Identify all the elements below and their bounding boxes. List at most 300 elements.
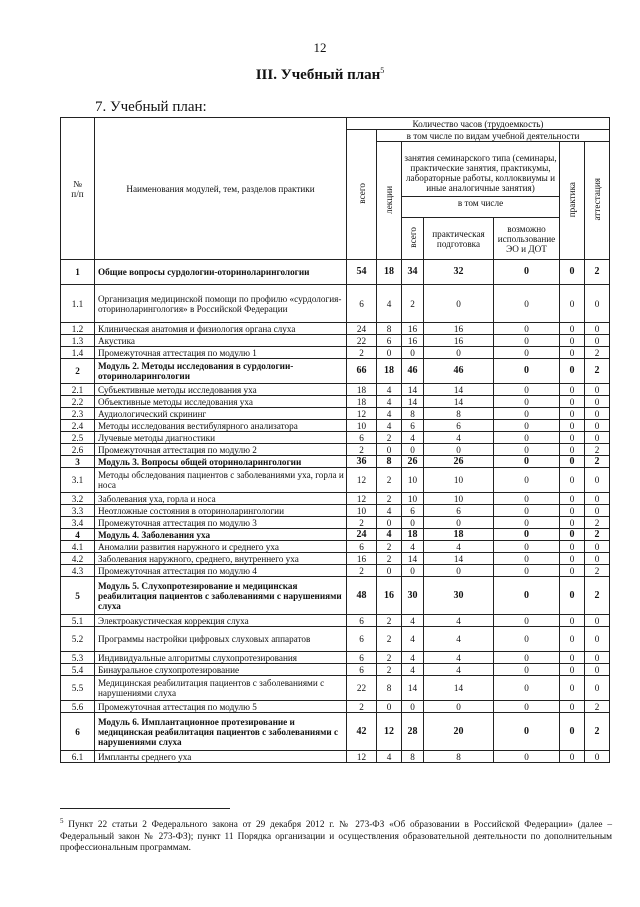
row-sem-cell: 4 xyxy=(402,627,424,652)
subtitle: 7. Учебный план: xyxy=(95,99,207,115)
row-n-cell: 3 xyxy=(61,456,95,468)
row-pp-cell: 30 xyxy=(424,577,494,615)
row-total-cell: 18 xyxy=(347,396,377,408)
row-sem-cell: 4 xyxy=(402,664,424,676)
row-pp-cell: 10 xyxy=(424,493,494,505)
row-total-cell: 18 xyxy=(347,384,377,396)
row-pp-cell: 4 xyxy=(424,432,494,444)
row-pp-cell: 32 xyxy=(424,260,494,285)
row-name-cell: Импланты среднего уха xyxy=(95,751,347,763)
row-pr-cell: 0 xyxy=(560,529,585,541)
row-pr-cell: 0 xyxy=(560,260,585,285)
row-n-cell: 3.3 xyxy=(61,505,95,517)
row-name-cell: Лучевые методы диагностики xyxy=(95,432,347,444)
row-lec-cell: 2 xyxy=(377,553,402,565)
row-pr-cell: 0 xyxy=(560,323,585,335)
row-lec-cell: 4 xyxy=(377,396,402,408)
row-pr-cell: 0 xyxy=(560,627,585,652)
row-lec-cell: 4 xyxy=(377,505,402,517)
row-total-cell: 6 xyxy=(347,285,377,323)
row-n-cell: 1.2 xyxy=(61,323,95,335)
row-lec-cell: 4 xyxy=(377,408,402,420)
section-title xyxy=(0,66,640,84)
row-att-cell: 0 xyxy=(585,384,610,396)
row-lec-cell: 0 xyxy=(377,565,402,577)
row-eo-cell: 0 xyxy=(494,517,560,529)
row-sem-cell: 18 xyxy=(402,529,424,541)
row-n-cell: 4 xyxy=(61,529,95,541)
table-row xyxy=(61,444,610,456)
row-name-cell: Модуль 5. Слухопротезирование и медицинская реабилитация пациентов с заболеваниями с нарушениями слуха xyxy=(95,577,347,615)
table-row xyxy=(61,652,610,664)
row-att-cell: 2 xyxy=(585,347,610,359)
row-name-cell: Промежуточная аттестация по модулю 3 xyxy=(95,517,347,529)
footnote-text: Пункт 22 статьи 2 Федерального закона от 29 декабря 2012 г. № 273-ФЗ «Об образовании в Российской Федерации» (далее – Федеральный закон № 273-ФЗ); пункт 11 Порядка организации и осуществления образовательной деятельности по дополнительным профессиональным программам. xyxy=(60,820,613,854)
row-lec-cell: 2 xyxy=(377,468,402,493)
row-sem-cell: 26 xyxy=(402,456,424,468)
row-sem-cell: 4 xyxy=(402,652,424,664)
row-name-cell: Субъективные методы исследования уха xyxy=(95,384,347,396)
table-row xyxy=(61,565,610,577)
row-eo-cell: 0 xyxy=(494,664,560,676)
row-sem-cell: 0 xyxy=(402,347,424,359)
row-pp-cell: 0 xyxy=(424,285,494,323)
row-eo-cell: 0 xyxy=(494,751,560,763)
row-pr-cell: 0 xyxy=(560,541,585,553)
table-row xyxy=(61,627,610,652)
row-pp-cell: 16 xyxy=(424,335,494,347)
row-name-cell: Методы обследования пациентов с заболеваниями уха, горла и носа xyxy=(95,468,347,493)
row-sem-cell: 0 xyxy=(402,444,424,456)
row-eo-cell: 0 xyxy=(494,456,560,468)
row-pp-cell: 0 xyxy=(424,565,494,577)
row-n-cell: 2 xyxy=(61,359,95,384)
row-name-cell: Программы настройки цифровых слуховых аппаратов xyxy=(95,627,347,652)
row-pr-cell: 0 xyxy=(560,615,585,627)
row-name-cell: Аудиологический скрининг xyxy=(95,408,347,420)
row-pp-cell: 16 xyxy=(424,323,494,335)
row-sem-cell: 6 xyxy=(402,505,424,517)
row-lec-cell: 6 xyxy=(377,335,402,347)
row-total-cell: 12 xyxy=(347,751,377,763)
row-pp-cell: 14 xyxy=(424,553,494,565)
row-pr-cell: 0 xyxy=(560,359,585,384)
row-pr-cell: 0 xyxy=(560,701,585,713)
row-pr-cell: 0 xyxy=(560,565,585,577)
header-prakt-podg xyxy=(424,218,494,260)
row-eo-cell: 0 xyxy=(494,553,560,565)
footnote-rule xyxy=(60,808,230,809)
row-n-cell: 5.4 xyxy=(61,664,95,676)
row-total-cell: 10 xyxy=(347,505,377,517)
row-att-cell: 0 xyxy=(585,420,610,432)
footnote-number: 5 xyxy=(60,817,64,825)
row-eo-cell: 0 xyxy=(494,432,560,444)
row-name-cell: Модуль 4. Заболевания уха xyxy=(95,529,347,541)
row-n-cell: 6.1 xyxy=(61,751,95,763)
row-eo-cell: 0 xyxy=(494,260,560,285)
row-sem-cell: 14 xyxy=(402,384,424,396)
row-n-cell: 1.3 xyxy=(61,335,95,347)
row-sem-cell: 28 xyxy=(402,713,424,751)
row-name-cell: Промежуточная аттестация по модулю 2 xyxy=(95,444,347,456)
header-num xyxy=(61,118,95,260)
row-name-cell: Общие вопросы сурдологии-оториноларингологии xyxy=(95,260,347,285)
row-n-cell: 5.5 xyxy=(61,676,95,701)
row-pr-cell: 0 xyxy=(560,432,585,444)
row-total-cell: 24 xyxy=(347,323,377,335)
row-pr-cell: 0 xyxy=(560,505,585,517)
row-pp-cell: 6 xyxy=(424,505,494,517)
row-att-cell: 2 xyxy=(585,359,610,384)
row-lec-cell: 0 xyxy=(377,347,402,359)
row-lec-cell: 4 xyxy=(377,420,402,432)
row-att-cell: 0 xyxy=(585,553,610,565)
row-lec-cell: 4 xyxy=(377,751,402,763)
row-att-cell: 0 xyxy=(585,676,610,701)
table-row xyxy=(61,420,610,432)
row-name-cell: Организация медицинской помощи по профилю «сурдология-оториноларингология» в Российской Федерации xyxy=(95,285,347,323)
row-n-cell: 2.5 xyxy=(61,432,95,444)
row-n-cell: 5.2 xyxy=(61,627,95,652)
row-pr-cell: 0 xyxy=(560,468,585,493)
row-att-cell: 2 xyxy=(585,517,610,529)
table-row xyxy=(61,347,610,359)
row-name-cell: Неотложные состояния в оториноларингологии xyxy=(95,505,347,517)
row-att-cell: 0 xyxy=(585,335,610,347)
row-lec-cell: 4 xyxy=(377,529,402,541)
header-lektsii-text: лекции xyxy=(384,185,394,214)
row-pp-cell: 8 xyxy=(424,751,494,763)
row-sem-cell: 8 xyxy=(402,751,424,763)
row-n-cell: 2.2 xyxy=(61,396,95,408)
table-row xyxy=(61,529,610,541)
row-pr-cell: 0 xyxy=(560,577,585,615)
row-pr-cell: 0 xyxy=(560,408,585,420)
row-n-cell: 3.4 xyxy=(61,517,95,529)
header-lektsii xyxy=(377,142,402,260)
row-total-cell: 6 xyxy=(347,432,377,444)
row-total-cell: 22 xyxy=(347,335,377,347)
page-number: 12 xyxy=(313,40,327,55)
row-lec-cell: 2 xyxy=(377,493,402,505)
row-sem-cell: 10 xyxy=(402,468,424,493)
row-lec-cell: 0 xyxy=(377,701,402,713)
row-eo-cell: 0 xyxy=(494,676,560,701)
header-hours-total xyxy=(347,118,610,130)
table-row xyxy=(61,323,610,335)
row-n-cell: 2.1 xyxy=(61,384,95,396)
header-prakt-podg-text: практическая подготовка xyxy=(432,228,485,249)
header-seminar-text: занятия семинарского типа (семинары, практические занятия, практикумы, лабораторные работы, коллоквиумы и иные аналогичные занятия) xyxy=(404,152,557,193)
row-total-cell: 6 xyxy=(347,652,377,664)
row-sem-cell: 14 xyxy=(402,553,424,565)
row-att-cell: 0 xyxy=(585,396,610,408)
row-sem-cell: 46 xyxy=(402,359,424,384)
row-pp-cell: 4 xyxy=(424,652,494,664)
footnote xyxy=(60,816,612,855)
row-sem-cell: 8 xyxy=(402,408,424,420)
row-att-cell: 0 xyxy=(585,408,610,420)
row-total-cell: 22 xyxy=(347,676,377,701)
row-eo-cell: 0 xyxy=(494,347,560,359)
row-sem-cell: 34 xyxy=(402,260,424,285)
row-pp-cell: 14 xyxy=(424,396,494,408)
row-att-cell: 2 xyxy=(585,577,610,615)
row-att-cell: 0 xyxy=(585,493,610,505)
row-pr-cell: 0 xyxy=(560,456,585,468)
row-pr-cell: 0 xyxy=(560,335,585,347)
row-eo-cell: 0 xyxy=(494,565,560,577)
row-lec-cell: 8 xyxy=(377,676,402,701)
row-eo-cell: 0 xyxy=(494,335,560,347)
row-pp-cell: 4 xyxy=(424,615,494,627)
row-lec-cell: 4 xyxy=(377,384,402,396)
row-pp-cell: 10 xyxy=(424,468,494,493)
header-attestatsiya xyxy=(585,142,610,260)
row-att-cell: 2 xyxy=(585,701,610,713)
header-praktika xyxy=(560,142,585,260)
row-lec-cell: 8 xyxy=(377,323,402,335)
row-total-cell: 10 xyxy=(347,420,377,432)
table-row xyxy=(61,408,610,420)
row-lec-cell: 12 xyxy=(377,713,402,751)
header-hours-total-text: Количество часов (трудоемкость) xyxy=(412,118,544,129)
row-pp-cell: 0 xyxy=(424,701,494,713)
row-att-cell: 2 xyxy=(585,444,610,456)
row-name-cell: Акустика xyxy=(95,335,347,347)
header-vsego xyxy=(347,130,377,260)
table-row xyxy=(61,751,610,763)
row-pr-cell: 0 xyxy=(560,384,585,396)
row-total-cell: 2 xyxy=(347,517,377,529)
header-praktika-text: практика xyxy=(567,181,577,218)
row-total-cell: 66 xyxy=(347,359,377,384)
row-att-cell: 0 xyxy=(585,285,610,323)
row-eo-cell: 0 xyxy=(494,652,560,664)
table-row xyxy=(61,577,610,615)
row-n-cell: 1.1 xyxy=(61,285,95,323)
row-lec-cell: 0 xyxy=(377,444,402,456)
row-att-cell: 0 xyxy=(585,505,610,517)
row-sem-cell: 4 xyxy=(402,615,424,627)
row-att-cell: 2 xyxy=(585,529,610,541)
row-lec-cell: 2 xyxy=(377,432,402,444)
row-pp-cell: 0 xyxy=(424,444,494,456)
row-sem-cell: 16 xyxy=(402,323,424,335)
row-n-cell: 2.3 xyxy=(61,408,95,420)
table-row xyxy=(61,505,610,517)
row-sem-cell: 0 xyxy=(402,517,424,529)
row-lec-cell: 2 xyxy=(377,627,402,652)
row-pp-cell: 14 xyxy=(424,676,494,701)
row-total-cell: 2 xyxy=(347,701,377,713)
row-total-cell: 54 xyxy=(347,260,377,285)
table-row xyxy=(61,493,610,505)
table-row xyxy=(61,335,610,347)
row-pr-cell: 0 xyxy=(560,676,585,701)
row-name-cell: Промежуточная аттестация по модулю 1 xyxy=(95,347,347,359)
row-total-cell: 6 xyxy=(347,664,377,676)
table-row xyxy=(61,541,610,553)
row-name-cell: Объективные методы исследования уха xyxy=(95,396,347,408)
row-n-cell: 4.1 xyxy=(61,541,95,553)
row-sem-cell: 2 xyxy=(402,285,424,323)
row-eo-cell: 0 xyxy=(494,505,560,517)
row-att-cell: 2 xyxy=(585,565,610,577)
footnote-ref: 5 xyxy=(380,66,385,75)
row-total-cell: 2 xyxy=(347,347,377,359)
row-eo-cell: 0 xyxy=(494,285,560,323)
table-row xyxy=(61,359,610,384)
row-att-cell: 0 xyxy=(585,468,610,493)
row-name-cell: Модуль 6. Имплантационное протезирование и медицинская реабилитация пациентов с заболеваниями с нарушениями слуха xyxy=(95,713,347,751)
header-vsego2-text: всего xyxy=(407,227,418,248)
row-total-cell: 12 xyxy=(347,468,377,493)
row-n-cell: 1 xyxy=(61,260,95,285)
row-att-cell: 0 xyxy=(585,627,610,652)
header-name-text: Наименования модулей, тем, разделов практики xyxy=(126,183,315,194)
row-pr-cell: 0 xyxy=(560,652,585,664)
row-total-cell: 24 xyxy=(347,529,377,541)
row-att-cell: 2 xyxy=(585,456,610,468)
row-n-cell: 4.3 xyxy=(61,565,95,577)
row-name-cell: Заболевания наружного, среднего, внутреннего уха xyxy=(95,553,347,565)
row-n-cell: 6 xyxy=(61,713,95,751)
row-eo-cell: 0 xyxy=(494,420,560,432)
row-lec-cell: 2 xyxy=(377,664,402,676)
row-total-cell: 16 xyxy=(347,553,377,565)
header-eo-dot xyxy=(494,218,560,260)
row-total-cell: 6 xyxy=(347,615,377,627)
header-num-text: № п/п xyxy=(71,178,84,199)
study-plan-table xyxy=(60,117,610,763)
row-name-cell: Промежуточная аттестация по модулю 4 xyxy=(95,565,347,577)
table-row xyxy=(61,396,610,408)
row-sem-cell: 4 xyxy=(402,541,424,553)
row-att-cell: 2 xyxy=(585,260,610,285)
row-pp-cell: 4 xyxy=(424,541,494,553)
row-name-cell: Заболевания уха, горла и носа xyxy=(95,493,347,505)
row-pp-cell: 4 xyxy=(424,627,494,652)
row-eo-cell: 0 xyxy=(494,701,560,713)
row-total-cell: 12 xyxy=(347,493,377,505)
row-sem-cell: 4 xyxy=(402,432,424,444)
table-row xyxy=(61,676,610,701)
row-total-cell: 2 xyxy=(347,444,377,456)
row-eo-cell: 0 xyxy=(494,713,560,751)
row-lec-cell: 4 xyxy=(377,285,402,323)
row-n-cell: 2.6 xyxy=(61,444,95,456)
table-row xyxy=(61,517,610,529)
row-total-cell: 36 xyxy=(347,456,377,468)
row-lec-cell: 2 xyxy=(377,652,402,664)
row-att-cell: 0 xyxy=(585,432,610,444)
row-total-cell: 6 xyxy=(347,627,377,652)
row-total-cell: 42 xyxy=(347,713,377,751)
table-row xyxy=(61,384,610,396)
row-n-cell: 5.1 xyxy=(61,615,95,627)
row-pp-cell: 0 xyxy=(424,347,494,359)
row-pr-cell: 0 xyxy=(560,420,585,432)
row-total-cell: 12 xyxy=(347,408,377,420)
table-row xyxy=(61,701,610,713)
header-vsego-text: всего xyxy=(356,183,367,204)
row-pr-cell: 0 xyxy=(560,713,585,751)
row-lec-cell: 18 xyxy=(377,359,402,384)
row-pp-cell: 20 xyxy=(424,713,494,751)
row-n-cell: 1.4 xyxy=(61,347,95,359)
row-pr-cell: 0 xyxy=(560,517,585,529)
header-name xyxy=(95,118,347,260)
row-total-cell: 48 xyxy=(347,577,377,615)
row-lec-cell: 2 xyxy=(377,541,402,553)
header-by-activity-text: в том числе по видам учебной деятельности xyxy=(406,130,580,141)
row-pr-cell: 0 xyxy=(560,396,585,408)
row-pr-cell: 0 xyxy=(560,493,585,505)
header-vsego2 xyxy=(402,218,424,260)
row-pr-cell: 0 xyxy=(560,285,585,323)
row-att-cell: 0 xyxy=(585,541,610,553)
row-n-cell: 4.2 xyxy=(61,553,95,565)
row-n-cell: 3.1 xyxy=(61,468,95,493)
row-n-cell: 3.2 xyxy=(61,493,95,505)
row-eo-cell: 0 xyxy=(494,577,560,615)
row-total-cell: 6 xyxy=(347,541,377,553)
row-sem-cell: 14 xyxy=(402,396,424,408)
row-att-cell: 0 xyxy=(585,664,610,676)
row-sem-cell: 16 xyxy=(402,335,424,347)
row-eo-cell: 0 xyxy=(494,323,560,335)
row-name-cell: Бинауральное слухопротезирование xyxy=(95,664,347,676)
table-row xyxy=(61,432,610,444)
row-name-cell: Медицинская реабилитация пациентов с заболеваниями с нарушениями слуха xyxy=(95,676,347,701)
table-row xyxy=(61,468,610,493)
table-row xyxy=(61,285,610,323)
row-name-cell: Аномалии развития наружного и среднего уха xyxy=(95,541,347,553)
row-sem-cell: 10 xyxy=(402,493,424,505)
row-pp-cell: 0 xyxy=(424,517,494,529)
row-sem-cell: 30 xyxy=(402,577,424,615)
row-pr-cell: 0 xyxy=(560,553,585,565)
row-pp-cell: 6 xyxy=(424,420,494,432)
row-att-cell: 0 xyxy=(585,751,610,763)
row-pp-cell: 18 xyxy=(424,529,494,541)
row-pp-cell: 4 xyxy=(424,664,494,676)
row-eo-cell: 0 xyxy=(494,615,560,627)
table-row xyxy=(61,553,610,565)
row-sem-cell: 0 xyxy=(402,565,424,577)
row-sem-cell: 6 xyxy=(402,420,424,432)
row-eo-cell: 0 xyxy=(494,396,560,408)
row-pr-cell: 0 xyxy=(560,444,585,456)
row-lec-cell: 16 xyxy=(377,577,402,615)
header-v-tom-chisle: в том числе xyxy=(402,196,559,208)
row-att-cell: 0 xyxy=(585,652,610,664)
row-eo-cell: 0 xyxy=(494,468,560,493)
row-n-cell: 5 xyxy=(61,577,95,615)
row-pr-cell: 0 xyxy=(560,664,585,676)
row-eo-cell: 0 xyxy=(494,627,560,652)
row-eo-cell: 0 xyxy=(494,359,560,384)
row-lec-cell: 0 xyxy=(377,517,402,529)
table-row xyxy=(61,615,610,627)
row-name-cell: Промежуточная аттестация по модулю 5 xyxy=(95,701,347,713)
row-total-cell: 2 xyxy=(347,565,377,577)
row-sem-cell: 14 xyxy=(402,676,424,701)
row-lec-cell: 2 xyxy=(377,615,402,627)
row-lec-cell: 8 xyxy=(377,456,402,468)
